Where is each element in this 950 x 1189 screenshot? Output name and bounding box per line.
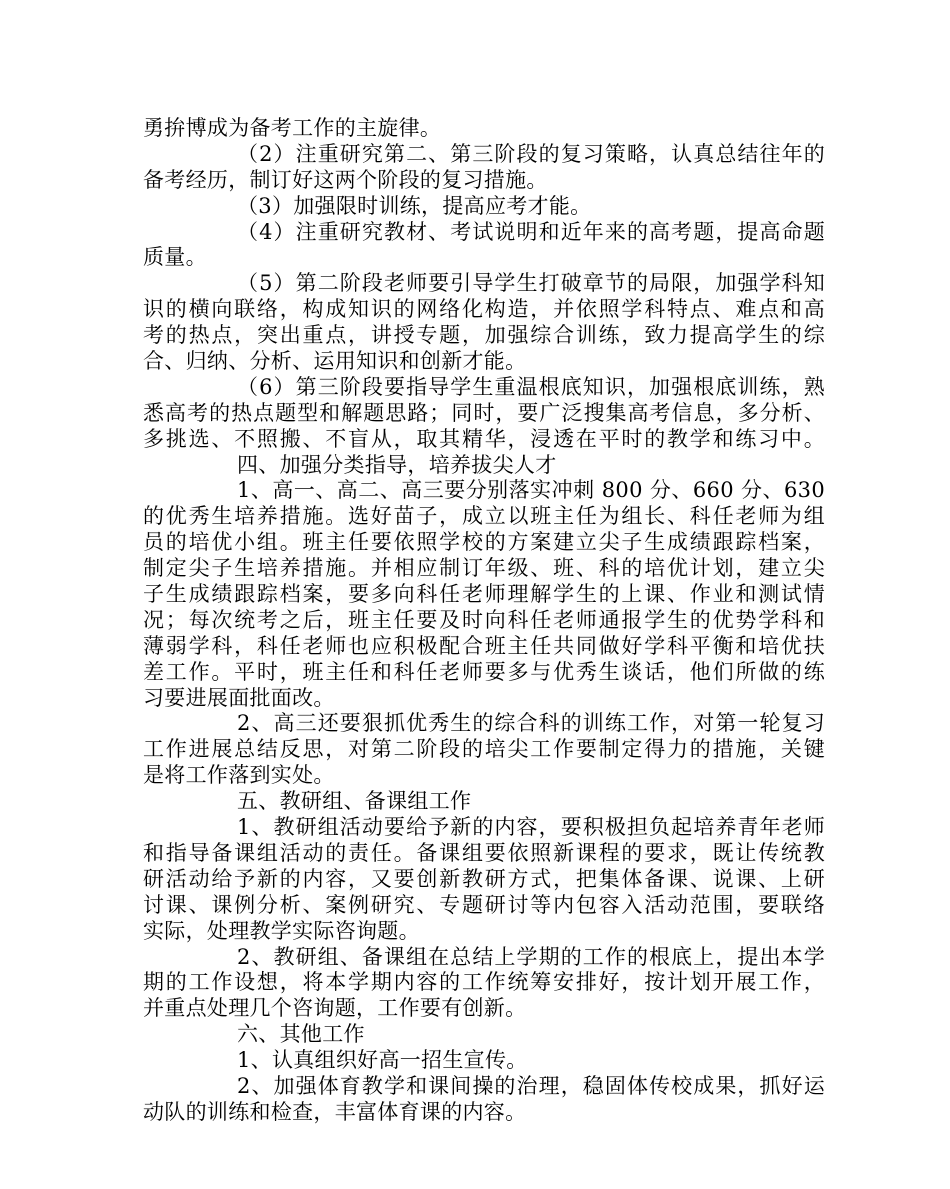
text-line: 识的横向联络，构成知识的网络化构造，并依照学科特点、难点和高 <box>143 297 825 322</box>
text-line: （6）第三阶段要指导学生重温根底知识，加强根底训练，熟 <box>237 374 825 399</box>
text-line: 考的热点，突出重点，讲授专题，加强综合训练，致力提高学生的综 <box>143 323 825 348</box>
text-line: 员的培优小组。班主任要依照学校的方案建立尖子生成绩跟踪档案， <box>143 530 825 555</box>
text-line: 薄弱学科，科任老师也应积极配合班主任共同做好学科平衡和培优扶 <box>143 633 825 658</box>
text-line: 勇拚博成为备考工作的主旋律。 <box>143 116 442 140</box>
text-line: 多挑选、不照搬、不盲从，取其精华，浸透在平时的教学和练习中。 <box>143 426 825 451</box>
text-line: 工作进展总结反思，对第二阶段的培尖工作要制定得力的措施，关键 <box>143 737 825 762</box>
text-line: 备考经历，制订好这两个阶段的复习措施。 <box>143 167 548 192</box>
text-line: 动队的训练和检查，丰富体育课的内容。 <box>143 1099 527 1124</box>
text-line: 五、教研组、备课组工作 <box>237 789 472 814</box>
text-line: （5）第二阶段老师要引导学生打破章节的局限，加强学科知 <box>237 271 825 296</box>
text-line: 四、加强分类指导，培养拔尖人才 <box>237 452 557 477</box>
text-line: 1、教研组活动要给予新的内容，要积极担负起培养青年老师 <box>237 815 825 840</box>
text-line: （3）加强限时训练，提高应考才能。 <box>237 193 592 218</box>
text-line: 差工作。平时，班主任和科任老师要多与优秀生谈话，他们所做的练 <box>143 659 825 684</box>
text-line: 和指导备课组活动的责任。备课组要依照新课程的要求，既让传统教 <box>143 840 825 865</box>
text-line: 六、其他工作 <box>237 1022 365 1047</box>
text-line: 况；每次统考之后，班主任要及时向科任老师通报学生的优势学科和 <box>143 607 825 632</box>
text-line: 研活动给予新的内容，又要创新教研方式，把集体备课、说课、上研 <box>143 866 825 891</box>
text-line: （4）注重研究教材、考试说明和近年来的高考题，提高命题 <box>237 219 825 244</box>
text-line: （2）注重研究第二、第三阶段的复习策略，认真总结往年的 <box>237 141 825 166</box>
text-line: 2、高三还要狠抓优秀生的综合科的训练工作，对第一轮复习 <box>237 711 825 736</box>
text-line: 1、高一、高二、高三要分别落实冲刺 800 分、660 分、630 <box>237 478 825 503</box>
text-line: 实际，处理教学实际咨询题。 <box>143 918 420 943</box>
text-line: 悉高考的热点题型和解题思路；同时，要广泛搜集高考信息，多分析、 <box>143 400 825 425</box>
document-page <box>143 116 825 1126</box>
text-line: 期的工作设想，将本学期内容的工作统筹安排好，按计划开展工作， <box>143 970 825 995</box>
text-line: 制定尖子生培养措施。并相应制订年级、班、科的培优计划，建立尖 <box>143 556 825 581</box>
text-line: 子生成绩跟踪档案，要多向科任老师理解学生的上课、作业和测试情 <box>143 582 825 607</box>
text-line: 是将工作落到实处。 <box>143 763 335 788</box>
text-line: 并重点处理几个咨询题，工作要有创新。 <box>143 996 527 1021</box>
text-line: 质量。 <box>143 245 207 270</box>
text-line: 2、加强体育教学和课间操的治理，稳固体传校成果，抓好运 <box>237 1073 825 1098</box>
text-line: 的优秀生培养措施。选好苗子，成立以班主任为组长、科任老师为组 <box>143 504 825 529</box>
text-line: 1、认真组织好高一招生宣传。 <box>237 1048 528 1073</box>
text-line: 合、归纳、分析、运用知识和创新才能。 <box>143 349 527 374</box>
text-line: 习要进展面批面改。 <box>143 685 335 710</box>
text-line: 讨课、课例分析、案例研究、专题研讨等内包容入活动范围，要联络 <box>143 892 825 917</box>
text-line: 2、教研组、备课组在总结上学期的工作的根底上，提出本学 <box>237 944 825 969</box>
